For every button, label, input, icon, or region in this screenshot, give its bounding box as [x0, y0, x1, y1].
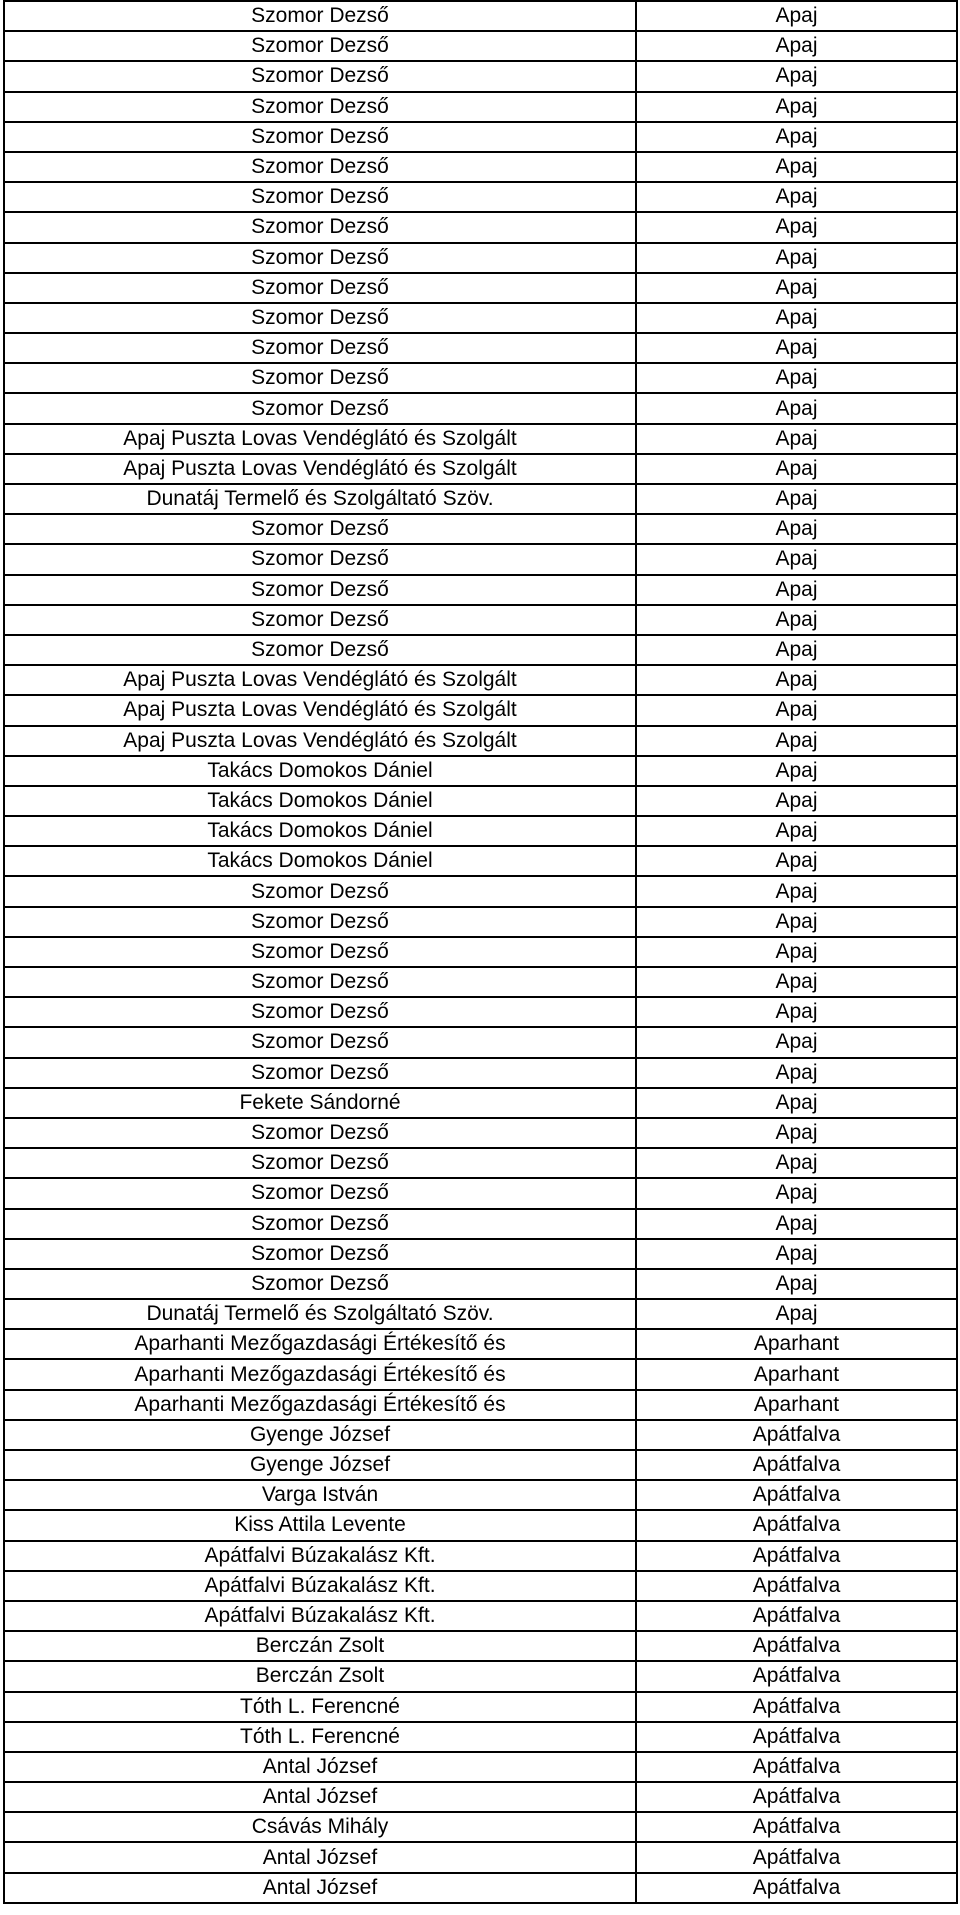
- cell-locality: Apaj: [636, 1088, 957, 1118]
- cell-locality: Apaj: [636, 1058, 957, 1088]
- cell-locality: Apaj: [636, 726, 957, 756]
- cell-name: Szomor Dezső: [4, 243, 636, 273]
- table-row: [4, 846, 957, 876]
- table-row: [4, 1329, 957, 1359]
- cell-locality: Apaj: [636, 997, 957, 1027]
- cell-name: Szomor Dezső: [4, 363, 636, 393]
- table-row: [4, 1842, 957, 1872]
- table-row: [4, 1148, 957, 1178]
- cell-name: Szomor Dezső: [4, 1209, 636, 1239]
- cell-name: Szomor Dezső: [4, 92, 636, 122]
- cell-name: Dunatáj Termelő és Szolgáltató Szöv.: [4, 1299, 636, 1329]
- table-row: [4, 726, 957, 756]
- cell-locality: Apaj: [636, 303, 957, 333]
- cell-locality: Apátfalva: [636, 1480, 957, 1510]
- cell-name: Szomor Dezső: [4, 1178, 636, 1208]
- table-row: [4, 1752, 957, 1782]
- cell-locality: Apátfalva: [636, 1812, 957, 1842]
- cell-locality: Apaj: [636, 333, 957, 363]
- cell-locality: Apaj: [636, 786, 957, 816]
- table-row: [4, 786, 957, 816]
- cell-name: Szomor Dezső: [4, 31, 636, 61]
- cell-name: Takács Domokos Dániel: [4, 756, 636, 786]
- table-row: [4, 1027, 957, 1057]
- table-body: [4, 1, 957, 1903]
- cell-name: Tóth L. Ferencné: [4, 1692, 636, 1722]
- cell-locality: Apaj: [636, 1, 957, 31]
- table-row: [4, 1812, 957, 1842]
- table-row: [4, 514, 957, 544]
- table-row: [4, 695, 957, 725]
- table-row: [4, 182, 957, 212]
- table-row: [4, 1390, 957, 1420]
- cell-locality: Apaj: [636, 876, 957, 906]
- cell-name: Szomor Dezső: [4, 1269, 636, 1299]
- cell-locality: Aparhant: [636, 1390, 957, 1420]
- cell-name: Szomor Dezső: [4, 575, 636, 605]
- cell-locality: Apaj: [636, 695, 957, 725]
- cell-name: Apaj Puszta Lovas Vendéglátó és Szolgált: [4, 665, 636, 695]
- cell-locality: Apátfalva: [636, 1571, 957, 1601]
- cell-locality: Apátfalva: [636, 1842, 957, 1872]
- table-row: [4, 997, 957, 1027]
- table-row: [4, 605, 957, 635]
- cell-name: Takács Domokos Dániel: [4, 846, 636, 876]
- table-row: [4, 454, 957, 484]
- cell-locality: Apaj: [636, 152, 957, 182]
- cell-name: Szomor Dezső: [4, 937, 636, 967]
- cell-locality: Apátfalva: [636, 1661, 957, 1691]
- cell-name: Fekete Sándorné: [4, 1088, 636, 1118]
- table-row: [4, 1088, 957, 1118]
- cell-locality: Apaj: [636, 1209, 957, 1239]
- cell-name: Szomor Dezső: [4, 1058, 636, 1088]
- cell-name: Szomor Dezső: [4, 997, 636, 1027]
- cell-locality: Aparhant: [636, 1329, 957, 1359]
- cell-locality: Apaj: [636, 61, 957, 91]
- table-row: [4, 665, 957, 695]
- cell-locality: Apátfalva: [636, 1722, 957, 1752]
- table-row: [4, 31, 957, 61]
- cell-locality: Apátfalva: [636, 1420, 957, 1450]
- cell-name: Apaj Puszta Lovas Vendéglátó és Szolgált: [4, 424, 636, 454]
- cell-locality: Apátfalva: [636, 1510, 957, 1540]
- cell-name: Csávás Mihály: [4, 1812, 636, 1842]
- cell-locality: Apaj: [636, 31, 957, 61]
- cell-locality: Apaj: [636, 907, 957, 937]
- cell-name: Takács Domokos Dániel: [4, 786, 636, 816]
- cell-name: Antal József: [4, 1782, 636, 1812]
- cell-name: Apaj Puszta Lovas Vendéglátó és Szolgált: [4, 454, 636, 484]
- cell-name: Szomor Dezső: [4, 1148, 636, 1178]
- cell-locality: Apaj: [636, 1269, 957, 1299]
- table-row: [4, 303, 957, 333]
- cell-locality: Apaj: [636, 605, 957, 635]
- cell-locality: Apaj: [636, 454, 957, 484]
- cell-locality: Apaj: [636, 1118, 957, 1148]
- table-row: [4, 484, 957, 514]
- cell-locality: Apátfalva: [636, 1601, 957, 1631]
- table-row: [4, 424, 957, 454]
- table-row: [4, 1118, 957, 1148]
- cell-locality: Apaj: [636, 424, 957, 454]
- table-row: [4, 1239, 957, 1269]
- cell-locality: Apaj: [636, 544, 957, 574]
- table-row: [4, 1, 957, 31]
- cell-name: Aparhanti Mezőgazdasági Értékesítő és: [4, 1390, 636, 1420]
- cell-locality: Apaj: [636, 393, 957, 423]
- cell-name: Apátfalvi Búzakalász Kft.: [4, 1571, 636, 1601]
- cell-locality: Apaj: [636, 212, 957, 242]
- table-row: [4, 1873, 957, 1903]
- cell-locality: Apaj: [636, 363, 957, 393]
- cell-name: Apátfalvi Búzakalász Kft.: [4, 1601, 636, 1631]
- table-row: [4, 876, 957, 906]
- cell-locality: Apaj: [636, 484, 957, 514]
- table-row: [4, 1601, 957, 1631]
- table-row: [4, 122, 957, 152]
- table-row: [4, 273, 957, 303]
- cell-name: Apaj Puszta Lovas Vendéglátó és Szolgált: [4, 726, 636, 756]
- cell-locality: Apaj: [636, 816, 957, 846]
- cell-name: Szomor Dezső: [4, 152, 636, 182]
- table-row: [4, 333, 957, 363]
- cell-locality: Apaj: [636, 846, 957, 876]
- cell-name: Kiss Attila Levente: [4, 1510, 636, 1540]
- table-row: [4, 544, 957, 574]
- cell-name: Szomor Dezső: [4, 967, 636, 997]
- data-table: [3, 0, 958, 1904]
- cell-name: Szomor Dezső: [4, 393, 636, 423]
- cell-name: Takács Domokos Dániel: [4, 816, 636, 846]
- cell-name: Szomor Dezső: [4, 212, 636, 242]
- cell-name: Antal József: [4, 1873, 636, 1903]
- table-row: [4, 1420, 957, 1450]
- table-row: [4, 212, 957, 242]
- cell-name: Szomor Dezső: [4, 182, 636, 212]
- table-row: [4, 1692, 957, 1722]
- table-row: [4, 92, 957, 122]
- cell-name: Szomor Dezső: [4, 876, 636, 906]
- cell-name: Szomor Dezső: [4, 122, 636, 152]
- table-row: [4, 1541, 957, 1571]
- cell-locality: Aparhant: [636, 1359, 957, 1389]
- cell-locality: Apaj: [636, 1148, 957, 1178]
- table-row: [4, 756, 957, 786]
- cell-locality: Apátfalva: [636, 1873, 957, 1903]
- cell-locality: Apátfalva: [636, 1752, 957, 1782]
- table-row: [4, 937, 957, 967]
- table-row: [4, 1058, 957, 1088]
- table-row: [4, 1631, 957, 1661]
- cell-locality: Apaj: [636, 1239, 957, 1269]
- cell-locality: Apátfalva: [636, 1450, 957, 1480]
- cell-name: Antal József: [4, 1752, 636, 1782]
- cell-locality: Apaj: [636, 1178, 957, 1208]
- table-row: [4, 1722, 957, 1752]
- cell-name: Szomor Dezső: [4, 273, 636, 303]
- table-row: [4, 61, 957, 91]
- cell-locality: Apaj: [636, 1299, 957, 1329]
- cell-name: Szomor Dezső: [4, 605, 636, 635]
- table-row: [4, 1661, 957, 1691]
- table-row: [4, 1269, 957, 1299]
- table-row: [4, 967, 957, 997]
- cell-name: Varga István: [4, 1480, 636, 1510]
- cell-name: Apátfalvi Búzakalász Kft.: [4, 1541, 636, 1571]
- table-row: [4, 1450, 957, 1480]
- cell-locality: Apaj: [636, 575, 957, 605]
- cell-locality: Apaj: [636, 937, 957, 967]
- cell-name: Berczán Zsolt: [4, 1631, 636, 1661]
- cell-locality: Apátfalva: [636, 1541, 957, 1571]
- cell-locality: Apaj: [636, 1027, 957, 1057]
- cell-name: Apaj Puszta Lovas Vendéglátó és Szolgált: [4, 695, 636, 725]
- cell-locality: Apaj: [636, 756, 957, 786]
- table-row: [4, 243, 957, 273]
- cell-name: Szomor Dezső: [4, 635, 636, 665]
- cell-name: Gyenge József: [4, 1420, 636, 1450]
- cell-name: Szomor Dezső: [4, 61, 636, 91]
- table-row: [4, 1178, 957, 1208]
- cell-name: Antal József: [4, 1842, 636, 1872]
- table-row: [4, 907, 957, 937]
- cell-locality: Apaj: [636, 122, 957, 152]
- cell-locality: Apaj: [636, 92, 957, 122]
- table-row: [4, 1359, 957, 1389]
- table-row: [4, 1782, 957, 1812]
- cell-locality: Apaj: [636, 514, 957, 544]
- cell-name: Szomor Dezső: [4, 544, 636, 574]
- table-row: [4, 1510, 957, 1540]
- cell-name: Aparhanti Mezőgazdasági Értékesítő és: [4, 1329, 636, 1359]
- cell-name: Szomor Dezső: [4, 1027, 636, 1057]
- cell-locality: Apátfalva: [636, 1631, 957, 1661]
- cell-locality: Apaj: [636, 665, 957, 695]
- cell-name: Szomor Dezső: [4, 303, 636, 333]
- table-row: [4, 152, 957, 182]
- cell-locality: Apaj: [636, 182, 957, 212]
- cell-name: Szomor Dezső: [4, 1118, 636, 1148]
- cell-name: Berczán Zsolt: [4, 1661, 636, 1691]
- cell-name: Szomor Dezső: [4, 514, 636, 544]
- table-row: [4, 393, 957, 423]
- cell-locality: Apátfalva: [636, 1692, 957, 1722]
- cell-locality: Apátfalva: [636, 1782, 957, 1812]
- cell-name: Tóth L. Ferencné: [4, 1722, 636, 1752]
- cell-name: Szomor Dezső: [4, 333, 636, 363]
- table-row: [4, 1480, 957, 1510]
- table-row: [4, 816, 957, 846]
- table-row: [4, 363, 957, 393]
- table-row: [4, 1299, 957, 1329]
- cell-locality: Apaj: [636, 243, 957, 273]
- cell-name: Gyenge József: [4, 1450, 636, 1480]
- table-row: [4, 1571, 957, 1601]
- table-row: [4, 635, 957, 665]
- cell-locality: Apaj: [636, 635, 957, 665]
- table-row: [4, 1209, 957, 1239]
- cell-name: Aparhanti Mezőgazdasági Értékesítő és: [4, 1359, 636, 1389]
- cell-name: Szomor Dezső: [4, 1239, 636, 1269]
- table-row: [4, 575, 957, 605]
- cell-name: Szomor Dezső: [4, 907, 636, 937]
- cell-locality: Apaj: [636, 273, 957, 303]
- cell-locality: Apaj: [636, 967, 957, 997]
- cell-name: Szomor Dezső: [4, 1, 636, 31]
- cell-name: Dunatáj Termelő és Szolgáltató Szöv.: [4, 484, 636, 514]
